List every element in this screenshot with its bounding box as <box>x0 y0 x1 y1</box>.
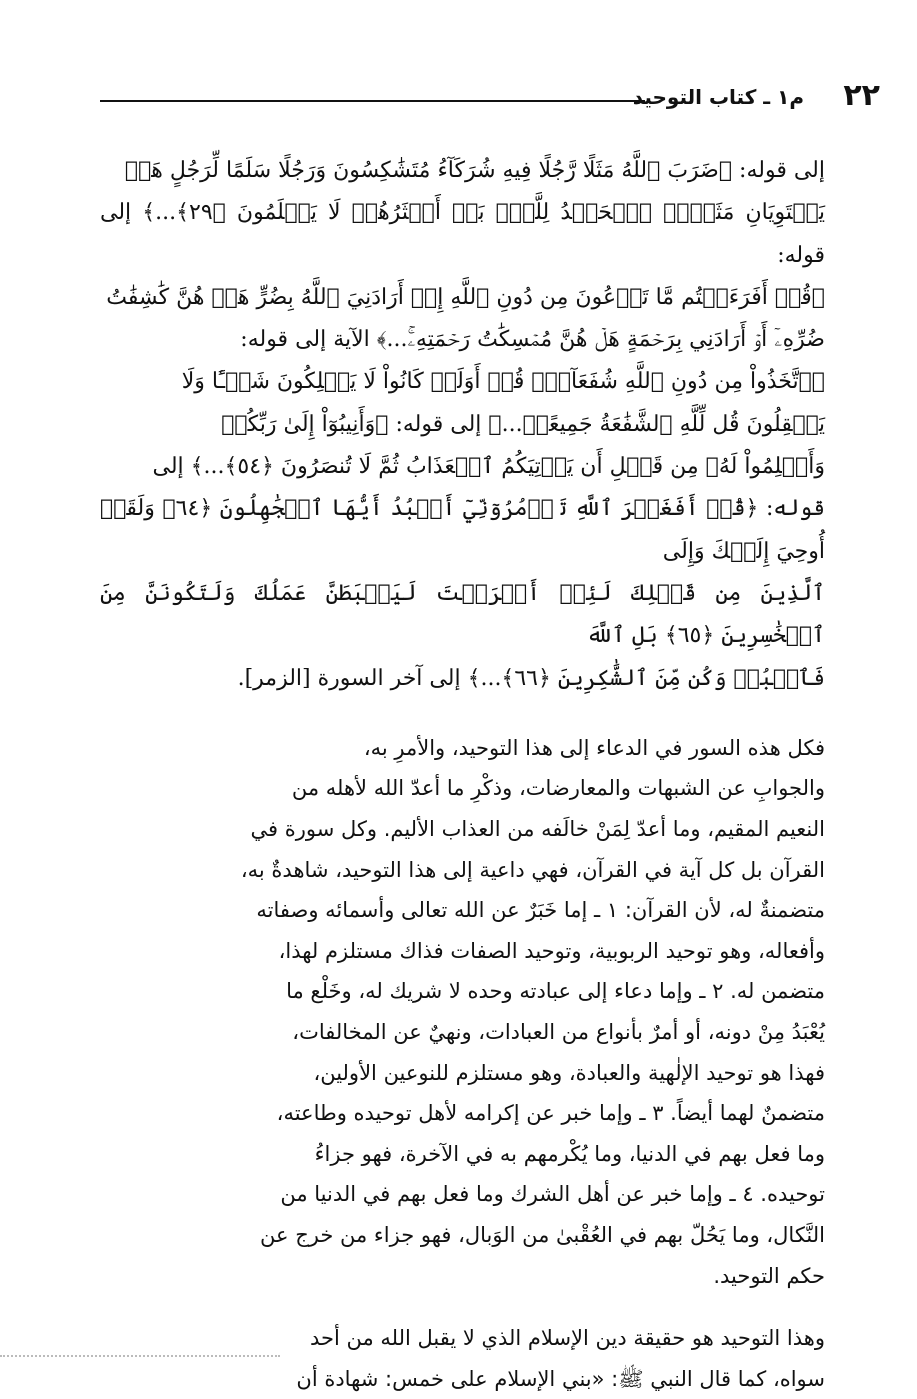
text-line: سواه، كما قال النبي ﷺ: «بني الإسلام على خمس: شهادة أن <box>296 1366 825 1391</box>
verse-line: إلى قوله: ﴿ضَرَبَ ٱللَّهُ مَثَلًا رَّجُلًا فِيهِ شُرَكَآءُ مُتَشَٰكِسُونَ وَرَجُلًا سَلَمًا لِّرَجُلٍ هَلۡ <box>124 158 825 183</box>
verse-line: ضُرِّهِۦٓ أَوۡ أَرَادَنِي بِرَحۡمَةٍ هَلۡ هُنَّ مُمۡسِكَٰتُ رَحۡمَتِهِۦۚ...﴾ الآية إلى قوله: <box>240 327 825 353</box>
text-line: متضمنٌ لهما أيضاً. ٣ ـ وإما خبر عن إكرامه لأهل توحيده وطاعته، <box>276 1101 825 1126</box>
text-line: حكم التوحيد. <box>713 1263 825 1288</box>
text-line: النَّكال، وما يَحُلّ بهم في العُقْبىٰ من الوَبال، فهو جزاء من خرج عن <box>260 1222 825 1247</box>
verse-line: فَٱعۡبُدۡ وَكُن مِّنَ ٱلشَّٰكِرِينَ ﴿٦٦﴾...﴾ إلى آخر السورة [الزمر]. <box>237 665 825 691</box>
paragraph-1 <box>100 728 825 1296</box>
text-line: متضمنةٌ له، لأن القرآن: ١ ـ إما خَبَرٌ عن الله تعالى وأسمائه وصفاته <box>256 898 825 923</box>
verse-line: وَأَسۡلِمُواْ لَهُۥ مِن قَبۡلِ أَن يَأۡتِيَكُمُ ٱلۡعَذَابُ ثُمَّ لَا تُنصَرُونَ ﴿٥٤﴾...﴾ إلى <box>152 454 825 480</box>
text-line: القرآن بل كل آية في القرآن، فهي داعية إلى هذا التوحيد، شاهدةٌ به، <box>240 857 825 882</box>
text-line: فهذا هو توحيد الإلٰهية والعبادة، وهو مستلزم للنوعين الأولين، <box>313 1060 825 1085</box>
page-number: ٢٢ <box>843 78 880 113</box>
header-rule <box>100 100 645 102</box>
verse-line: قوله: ﴿قُلۡ أَفَغَيۡرَ ٱللَّهِ تَأۡمُرُوٓنِّيٓ أَعۡبُدُ أَيُّهَا ٱلۡجَٰهِلُونَ ﴿٦٤﴾ وَلَقَدۡ أُوحِيَ إِلَيۡكَ وَإِلَى <box>100 496 825 564</box>
scan-artifact-dots <box>0 1355 280 1361</box>
text-line: النعيم المقيم، وما أعدّ لِمَنْ خالَفه من العذاب الأليم. وكل سورة في <box>250 817 825 842</box>
verse-line: ٱلَّذِينَ مِن قَبۡلِكَ لَئِنۡ أَشۡرَكۡتَ لَيَحۡبَطَنَّ عَمَلُكَ وَلَتَكُونَنَّ مِنَ ٱلۡخَٰسِرِينَ ﴿٦٥﴾ بَلِ ٱللَّهَ <box>100 580 825 649</box>
running-head: م١ ـ كتاب التوحيد <box>632 85 804 109</box>
text-line: وأفعاله، وهو توحيد الربوبية، وتوحيد الصفات فذاك مستلزم لهذا، <box>278 938 825 963</box>
page-header <box>100 78 880 118</box>
commentary-text <box>100 728 825 1399</box>
text-line: متضمن له. ٢ ـ وإما دعاء إلى عبادته وحده لا شريك له، وخَلْع ما <box>286 979 825 1004</box>
text-line: فكل هذه السور في الدعاء إلى هذا التوحيد، والأمرِ به، <box>363 735 825 760</box>
quran-quotation-block <box>100 150 825 700</box>
text-line: توحيده. ٤ ـ وإما خبر عن أهل الشرك وما فعل بهم في الدنيا من <box>280 1182 825 1207</box>
text-line: والجوابِ عن الشبهات والمعارضات، وذكْرِ ما أعدّ الله لأهله من <box>291 776 825 801</box>
text-line: وهذا التوحيد هو حقيقة دين الإسلام الذي لا يقبل الله من أحد <box>309 1326 825 1351</box>
verse-line: ﴿ٱتَّخَذُواْ مِن دُونِ ٱللَّهِ شُفَعَآءَۚ قُلۡ أَوَلَوۡ كَانُواْ لَا يَمۡلِكُونَ شَيۡـًٔا وَلَا <box>181 369 825 395</box>
text-line: يُعْبَدُ مِنْ دونه، أو أمرٌ بأنواع من العبادات، ونهيٌ عن المخالفات، <box>292 1020 825 1045</box>
page-body <box>100 150 825 1399</box>
verse-line: ﴿قُلۡ أَفَرَءَيۡتُم مَّا تَدۡعُونَ مِن دُونِ ٱللَّهِ إِنۡ أَرَادَنِيَ ٱللَّهُ بِضُرٍّ هَلۡ هُنَّ كَٰشِفَٰتُ <box>106 284 825 310</box>
verse-line: يَعۡقِلُونَ قُل لِّلَّهِ ٱلشَّفَٰعَةُ جَمِيعًاۖ...﴾ إلى قوله: ﴿وَأَنِيبُوٓاْ إِلَىٰ رَبِّكُمۡ <box>221 411 825 437</box>
verse-line: يَسۡتَوِيَانِ مَثَلًاۚ ٱلۡحَمۡدُ لِلَّهِۚ بَلۡ أَكۡثَرُهُمۡ لَا يَعۡلَمُونَ ﴿٢٩﴾...﴾ إلى قوله: <box>100 200 826 268</box>
text-line: وما فعل بهم في الدنيا، وما يُكْرمهم به في الآخرة، فهو جزاءُ <box>314 1141 825 1166</box>
